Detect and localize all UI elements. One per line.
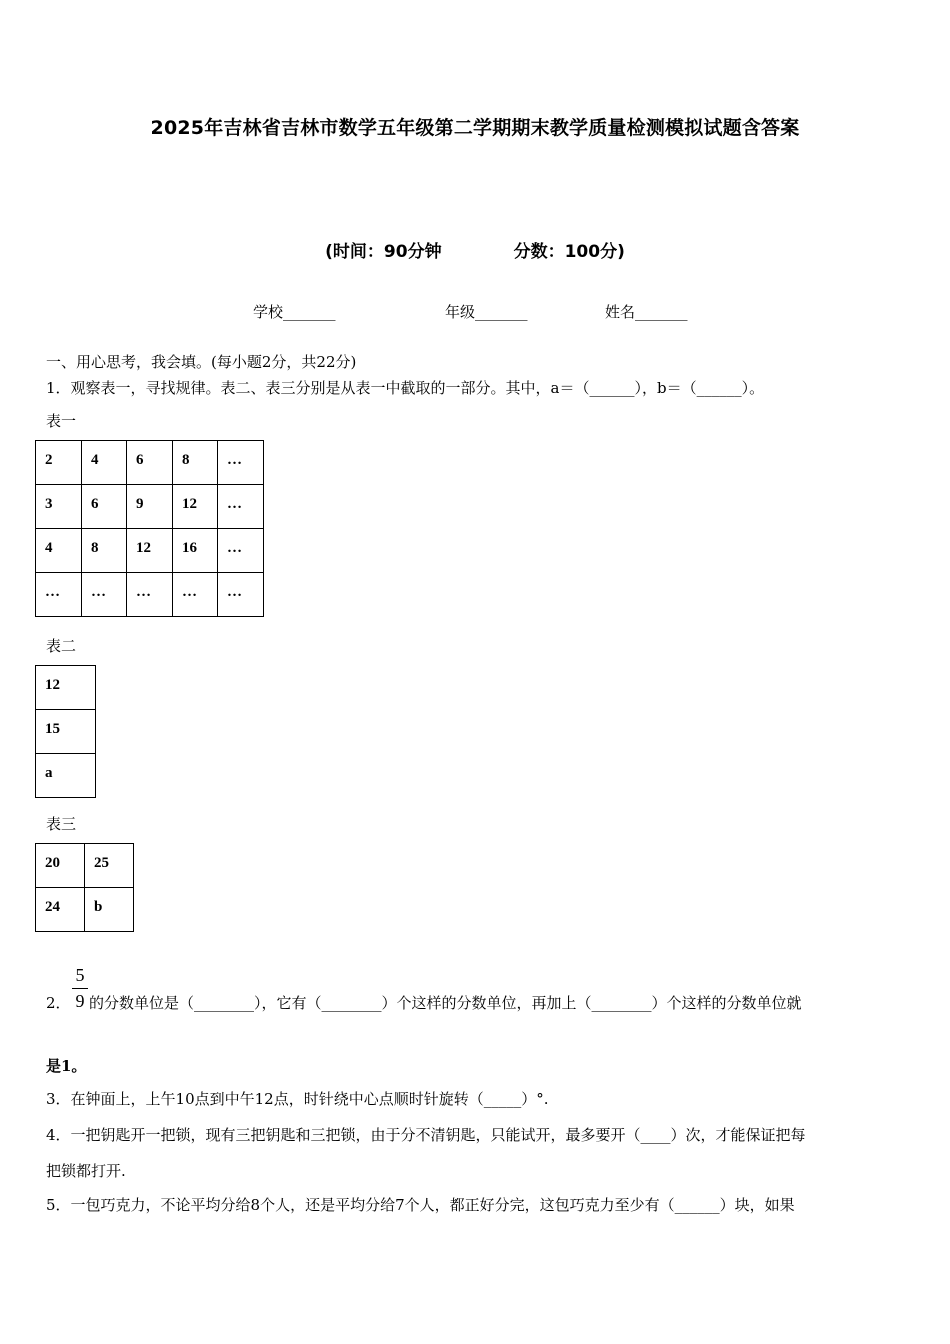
table-1-cell: 8 (82, 529, 127, 573)
table-2-cell: a (36, 754, 96, 798)
table-1-label: 表一 (46, 412, 77, 430)
fraction-five-ninths (72, 966, 88, 1010)
table-2 (35, 665, 96, 798)
table-1-cell: … (36, 573, 82, 617)
table-3-row (36, 844, 134, 888)
table-1-cell: 6 (127, 441, 173, 485)
table-3-cell: 24 (36, 888, 85, 932)
table-1-cell: 16 (173, 529, 218, 573)
table-1-cell: 4 (82, 441, 127, 485)
table-2-row (36, 754, 96, 798)
table-2-cell: 15 (36, 710, 96, 754)
fraction-numerator: 5 (75, 965, 85, 985)
table-3-cell: 25 (85, 844, 134, 888)
table-1-cell: … (218, 573, 264, 617)
table-1-row (36, 441, 264, 485)
fraction-denominator: 9 (75, 991, 85, 1011)
exam-meta (0, 237, 950, 262)
table-1-cell: 6 (82, 485, 127, 529)
question-4-line-2: 把锁都打开. (46, 1162, 126, 1180)
table-3-row (36, 888, 134, 932)
table-1-cell: … (218, 441, 264, 485)
table-1-cell: 4 (36, 529, 82, 573)
name-field: 姓名_______ (605, 303, 688, 321)
question-5-text: 5．一包巧克力，不论平均分给8个人，还是平均分给7个人，都正好分完，这包巧克力至少有（______）块，如果 (46, 1196, 795, 1214)
exam-time: (时间：90分钟 (325, 242, 442, 262)
table-1-cell: … (218, 529, 264, 573)
grade-field: 年级_______ (445, 303, 528, 321)
question-2-number: 2． (46, 994, 71, 1012)
table-2-cell: 12 (36, 666, 96, 710)
table-2-label: 表二 (46, 637, 77, 655)
question-4-line-1: 4．一把钥匙开一把锁，现有三把钥匙和三把锁，由于分不清钥匙，只能试开，最多要开（____）次，才能保证把每 (46, 1126, 806, 1144)
table-1-cell: 2 (36, 441, 82, 485)
question-3-text: 3．在钟面上，上午10点到中午12点，时针绕中心点顺时针旋转（_____）°. (46, 1090, 549, 1108)
exam-score: 分数：100分) (513, 242, 625, 262)
table-1-row (36, 529, 264, 573)
table-3-label: 表三 (46, 815, 77, 833)
table-1-cell: 9 (127, 485, 173, 529)
table-2-row (36, 666, 96, 710)
table-1-cell: 8 (173, 441, 218, 485)
table-1-cell: 3 (36, 485, 82, 529)
table-1-cell: … (82, 573, 127, 617)
table-3-cell: b (85, 888, 134, 932)
table-1-row (36, 573, 264, 617)
section-heading: 一、用心思考，我会填。(每小题2分，共22分) (46, 353, 357, 371)
table-2-row (36, 710, 96, 754)
table-1-cell: … (127, 573, 173, 617)
table-1-cell: 12 (173, 485, 218, 529)
table-3 (35, 843, 134, 932)
table-3-cell: 20 (36, 844, 85, 888)
question-2-text: 的分数单位是（________），它有（________）个这样的分数单位，再加上（________）个这样的分数单位就 (89, 994, 802, 1012)
page-title: 2025年吉林省吉林市数学五年级第二学期期末教学质量检测模拟试题含答案 (150, 117, 800, 139)
question-2-text-cont: 是1。 (46, 1057, 87, 1075)
table-1 (35, 440, 264, 617)
question-1-text: 1．观察表一，寻找规律。表二、表三分别是从表一中截取的一部分。其中，a＝（______），b＝（______）。 (46, 379, 765, 397)
table-1-cell: 12 (127, 529, 173, 573)
school-field: 学校_______ (253, 303, 336, 321)
table-1-row (36, 485, 264, 529)
table-1-cell: … (173, 573, 218, 617)
table-1-cell: … (218, 485, 264, 529)
